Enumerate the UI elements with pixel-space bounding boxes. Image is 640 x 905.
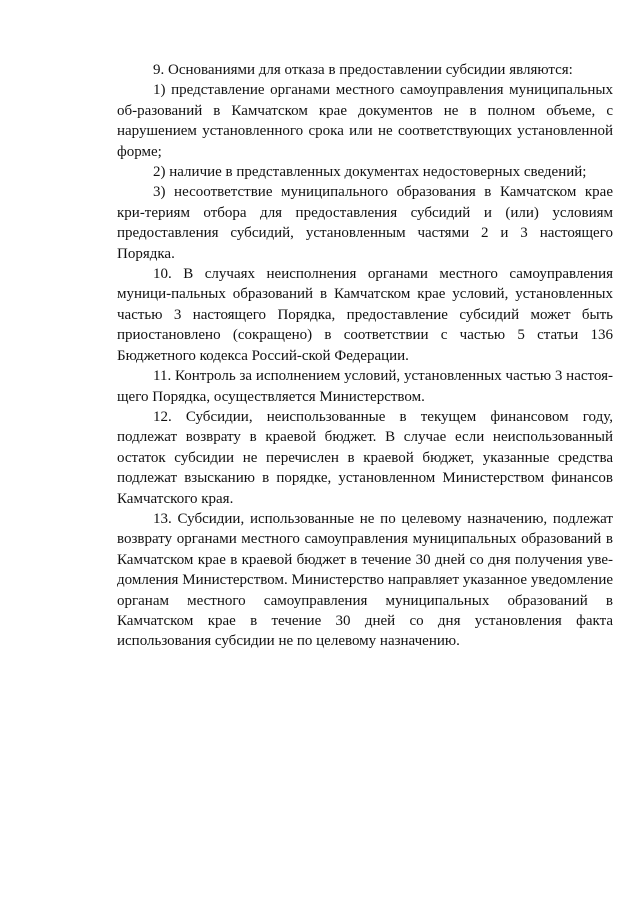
paragraph-9-item-2: 2) наличие в представленных документах недостоверных сведений;	[153, 164, 587, 181]
document-body	[117, 60, 613, 652]
paragraph-13: 13. Субсидии, использованные не по целевому назначению, подлежат возврату органами местного самоуправления муниципальных образований в Камчатском крае в краевой бюджет в течение 30 дней со дня получения уве-домления Министерством. Министерство направляет указанное уведомление органам местного самоуправления муниципальных образований в Камчатском крае в течение 30 дней со дня установления факта использования субсидии не по целевому назначению.	[117, 510, 613, 650]
paragraph-10: 10. В случаях неисполнения органами местного самоуправления муници-пальных образований в Камчатском крае условий, установленных частью 3 настоящего Порядка, предоставление субсидий может быть приостановлено (сокращено) в соответствии с частью 5 статьи 136 Бюджетного кодекса Россий-ской Федерации.	[117, 266, 613, 364]
paragraph-9-item-3: 3) несоответствие муниципального образования в Камчатском крае кри-териям отбора для предоставления субсидий и (или) условиям предоставления субсидий, установленным частями 2 и 3 настоящего Порядка.	[117, 184, 613, 262]
paragraph-12: 12. Субсидии, неиспользованные в текущем финансовом году, подлежат возврату в краевой бюджет. В случае если неиспользованный остаток субсидии не перечислен в краевой бюджет, указанные средства подлежат взысканию в порядке, установленном Министерством финансов Камчатского края.	[117, 408, 613, 507]
paragraph-9-refusal-grounds: 9. Основаниями для отказа в предоставлении субсидии являются:	[153, 62, 573, 78]
paragraph-9-item-1: 1) представление органами местного самоуправления муниципальных об-разований в Камчатском крае документов не в полном объеме, с нарушением установленного срока или не соответствующих установленной форме;	[117, 82, 613, 160]
paragraph-11: 11. Контроль за исполнением условий, установленных частью 3 настоя-щего Порядка, осуществляется Министерством.	[117, 368, 613, 405]
